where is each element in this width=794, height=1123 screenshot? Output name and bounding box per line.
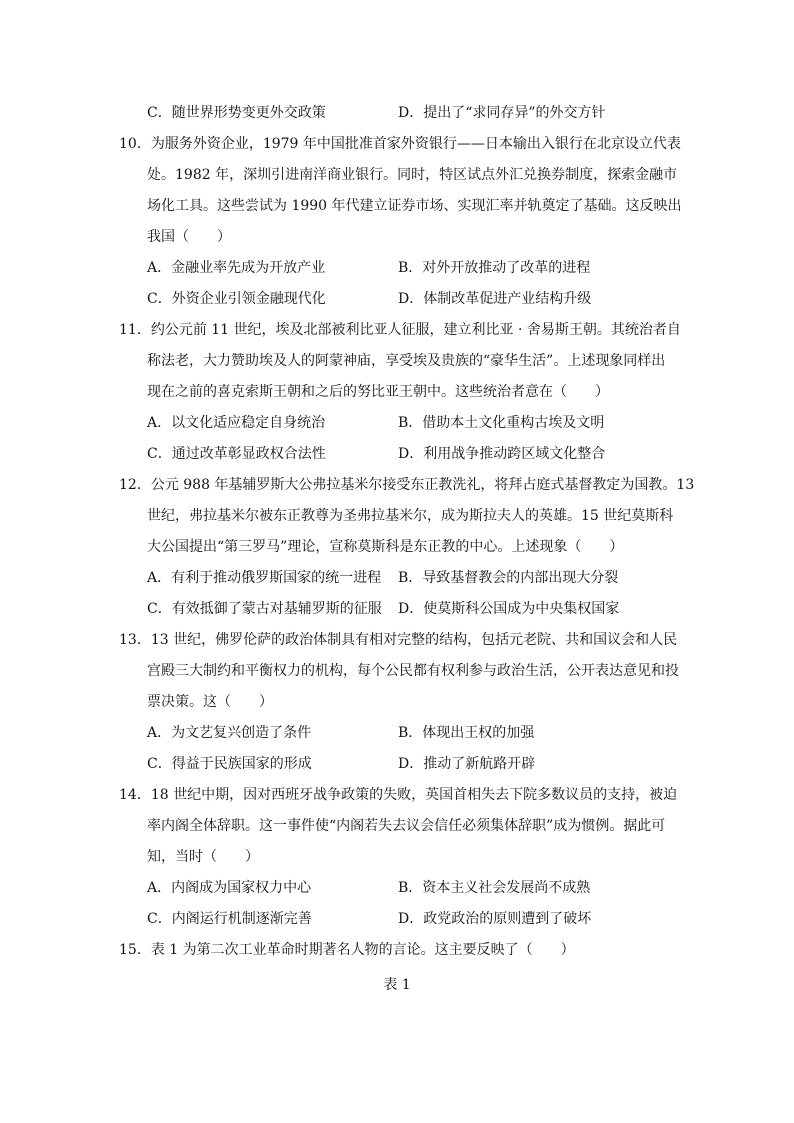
question-text: 我国（ ） [147,229,231,245]
option-a: A．为文艺复兴创造了条件 [147,725,312,741]
option-b: B．导致基督教会的内部出现大分裂 [398,570,619,586]
question-text: 14．18 世纪中期，因对西班牙战争政策的失败，英国首相失去下院多数议员的支持，被迫 [119,787,678,803]
question-text: 大公国提出“第三罗马”理论，宣称莫斯科是东正教的中心。上述现象（ ） [147,539,624,555]
question-text: 11．约公元前 11 世纪，埃及北部被利比亚人征服，建立利比亚 · 舍易斯王朝。其统治者自 [119,322,681,338]
option-b: B．体现出王权的加强 [398,725,535,741]
question-text: 知，当时（ ） [147,849,259,865]
option-c: C．通过改革彰显政权合法性 [147,446,326,462]
option-b: B．对外开放推动了改革的进程 [398,260,591,276]
question-text: 世纪，弗拉基米尔被东正教尊为圣弗拉基米尔，成为斯拉夫人的英雄。15 世纪莫斯科 [147,508,674,524]
question-text: 处。1982 年，深圳引进南洋商业银行。同时，特区试点外汇兑换券制度，探索金融市 [147,167,678,183]
option-d: D．政党政治的原则遭到了破坏 [398,911,592,927]
option-c: C．随世界形势变更外交政策 [147,105,326,121]
question-text: 称法老，大力赞助埃及人的阿蒙神庙，享受埃及贵族的“豪华生活”。上述现象同样出 [147,353,666,369]
option-d: D．体制改革促进产业结构升级 [398,291,592,307]
question-text: 10．为服务外资企业，1979 年中国批准首家外资银行——日本输出入银行在北京设立代表 [119,136,681,152]
option-d: D．推动了新航路开辟 [398,756,536,772]
question-text: 率内阁全体辞职。这一事件使“内阁若失去议会信任必须集体辞职”成为惯例。据此可 [147,818,666,834]
option-a: A．以文化适应稳定自身统治 [147,415,326,431]
question-text: 现在之前的喜克索斯王朝和之后的努比亚王朝中。这些统治者意在（ ） [147,384,609,400]
question-text: 票决策。这（ ） [147,694,273,710]
option-c: C．得益于民族国家的形成 [147,756,312,772]
question-text: 15．表 1 为第二次工业革命时期著名人物的言论。这主要反映了（ ） [119,942,575,958]
option-a: A．内阁成为国家权力中心 [147,880,312,896]
question-text: 宫殿三大制约和平衡权力的机构，每个公民都有权利参与政治生活，公开表达意见和投 [147,663,679,679]
option-d: D．利用战争推动跨区域文化整合 [398,446,606,462]
option-c: C．内阁运行机制逐渐完善 [147,911,312,927]
question-text: 12．公元 988 年基辅罗斯大公弗拉基米尔接受东正教洗礼，将拜占庭式基督教定为国教。13 [119,477,695,493]
question-text: 13．13 世纪，佛罗伦萨的政治体制具有相对完整的结构，包括元老院、共和国议会和人民 [119,632,678,648]
option-d: D．使莫斯科公国成为中央集权国家 [398,601,620,617]
option-a: A．有利于推动俄罗斯国家的统一进程 [147,570,382,586]
option-b: B．资本主义社会发展尚不成熟 [398,880,591,896]
table-caption: 表 1 [383,977,411,993]
option-c: C．有效抵御了蒙古对基辅罗斯的征服 [147,601,382,617]
option-d: D．提出了“求同存异”的外交方针 [398,105,606,121]
option-c: C．外资企业引领金融现代化 [147,291,326,307]
option-a: A．金融业率先成为开放产业 [147,260,326,276]
option-b: B．借助本土文化重构古埃及文明 [398,415,605,431]
question-text: 场化工具。这些尝试为 1990 年代建立证券市场、实现汇率并轨奠定了基础。这反映出 [147,198,682,214]
